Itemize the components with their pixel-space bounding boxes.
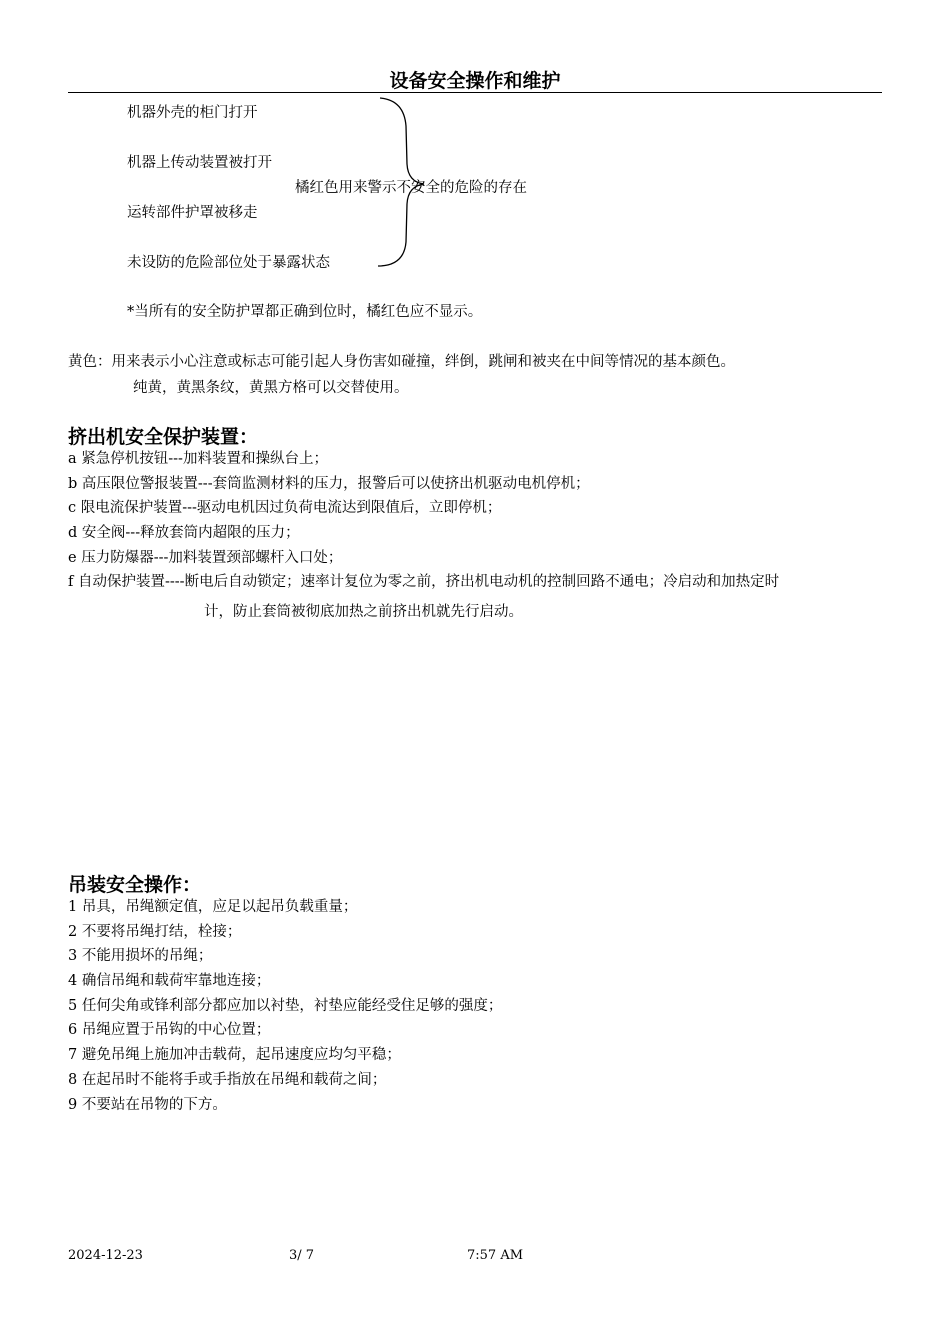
list-item: a 紧急停机按钮---加料装置和操纵台上；	[68, 451, 328, 467]
list-item: 6 吊绳应置于吊钩的中心位置；	[68, 1022, 271, 1039]
list-item: 3 不能用损坏的吊绳；	[68, 948, 213, 965]
footer-date: 2024-12-23	[68, 1248, 143, 1263]
orange-item: 未设防的危险部位处于暴露状态	[127, 255, 330, 271]
footer-page-number: 3/ 7	[289, 1248, 315, 1263]
orange-item: 运转部件护罩被移走	[127, 205, 258, 221]
list-item: c 限电流保护装置---驱动电机因过负荷电流达到限值后，立即停机；	[68, 500, 502, 517]
orange-item: 机器上传动装置被打开	[127, 155, 272, 171]
list-item: 8 在起吊时不能将手或手指放在吊绳和载荷之间；	[68, 1071, 387, 1088]
list-item: b 高压限位警报装置---套筒监测材料的压力，报警后可以使挤出机驱动电机停机；	[68, 475, 590, 492]
list-item: 9 不要站在吊物的下方。	[68, 1096, 227, 1113]
list-item: 4 确信吊绳和载荷牢靠地连接；	[68, 973, 271, 990]
list-item: e 压力防爆器---加料装置颈部螺杆入口处；	[68, 549, 343, 566]
brace-note: 橘红色用来警示不安全的危险的存在	[295, 180, 527, 196]
header-rule	[68, 92, 882, 93]
lifting-list	[68, 895, 502, 1117]
orange-item: 机器外壳的柜门打开	[127, 105, 258, 121]
extruder-list	[68, 447, 779, 595]
list-item: f 自动保护装置----断电后自动锁定；速率计复位为零之前，挤出机电动机的控制回路不通电；冷启动和加热定时	[68, 574, 780, 591]
yellow-line: 纯黄，黄黑条纹，黄黑方格可以交替使用。	[133, 380, 409, 396]
list-item: 1 吊具，吊绳额定值，应足以起吊负载重量；	[68, 899, 358, 915]
list-item: 2 不要将吊绳打结，栓接；	[68, 923, 242, 940]
list-item: d 安全阀---释放套筒内超限的压力；	[68, 525, 300, 542]
section-heading-lifting: 吊装安全操作：	[68, 874, 202, 896]
section-heading-extruder: 挤出机安全保护装置：	[68, 426, 259, 448]
yellow-line: 黄色：用来表示小心注意或标志可能引起人身伤害如碰撞，绊倒，跳闸和被夹在中间等情况的基本颜色。	[68, 354, 735, 370]
list-item-continuation: 计，防止套筒被彻底加热之前挤出机就先行启动。	[204, 604, 523, 620]
page-title: 设备安全操作和维护	[389, 70, 561, 92]
orange-note: *当所有的安全防护罩都正确到位时，橘红色应不显示。	[127, 304, 483, 320]
list-item: 7 避免吊绳上施加冲击载荷，起吊速度应均匀平稳；	[68, 1047, 401, 1064]
footer-time: 7:57 AM	[467, 1248, 524, 1263]
list-item: 5 任何尖角或锋利部分都应加以衬垫，衬垫应能经受住足够的强度；	[68, 997, 503, 1014]
